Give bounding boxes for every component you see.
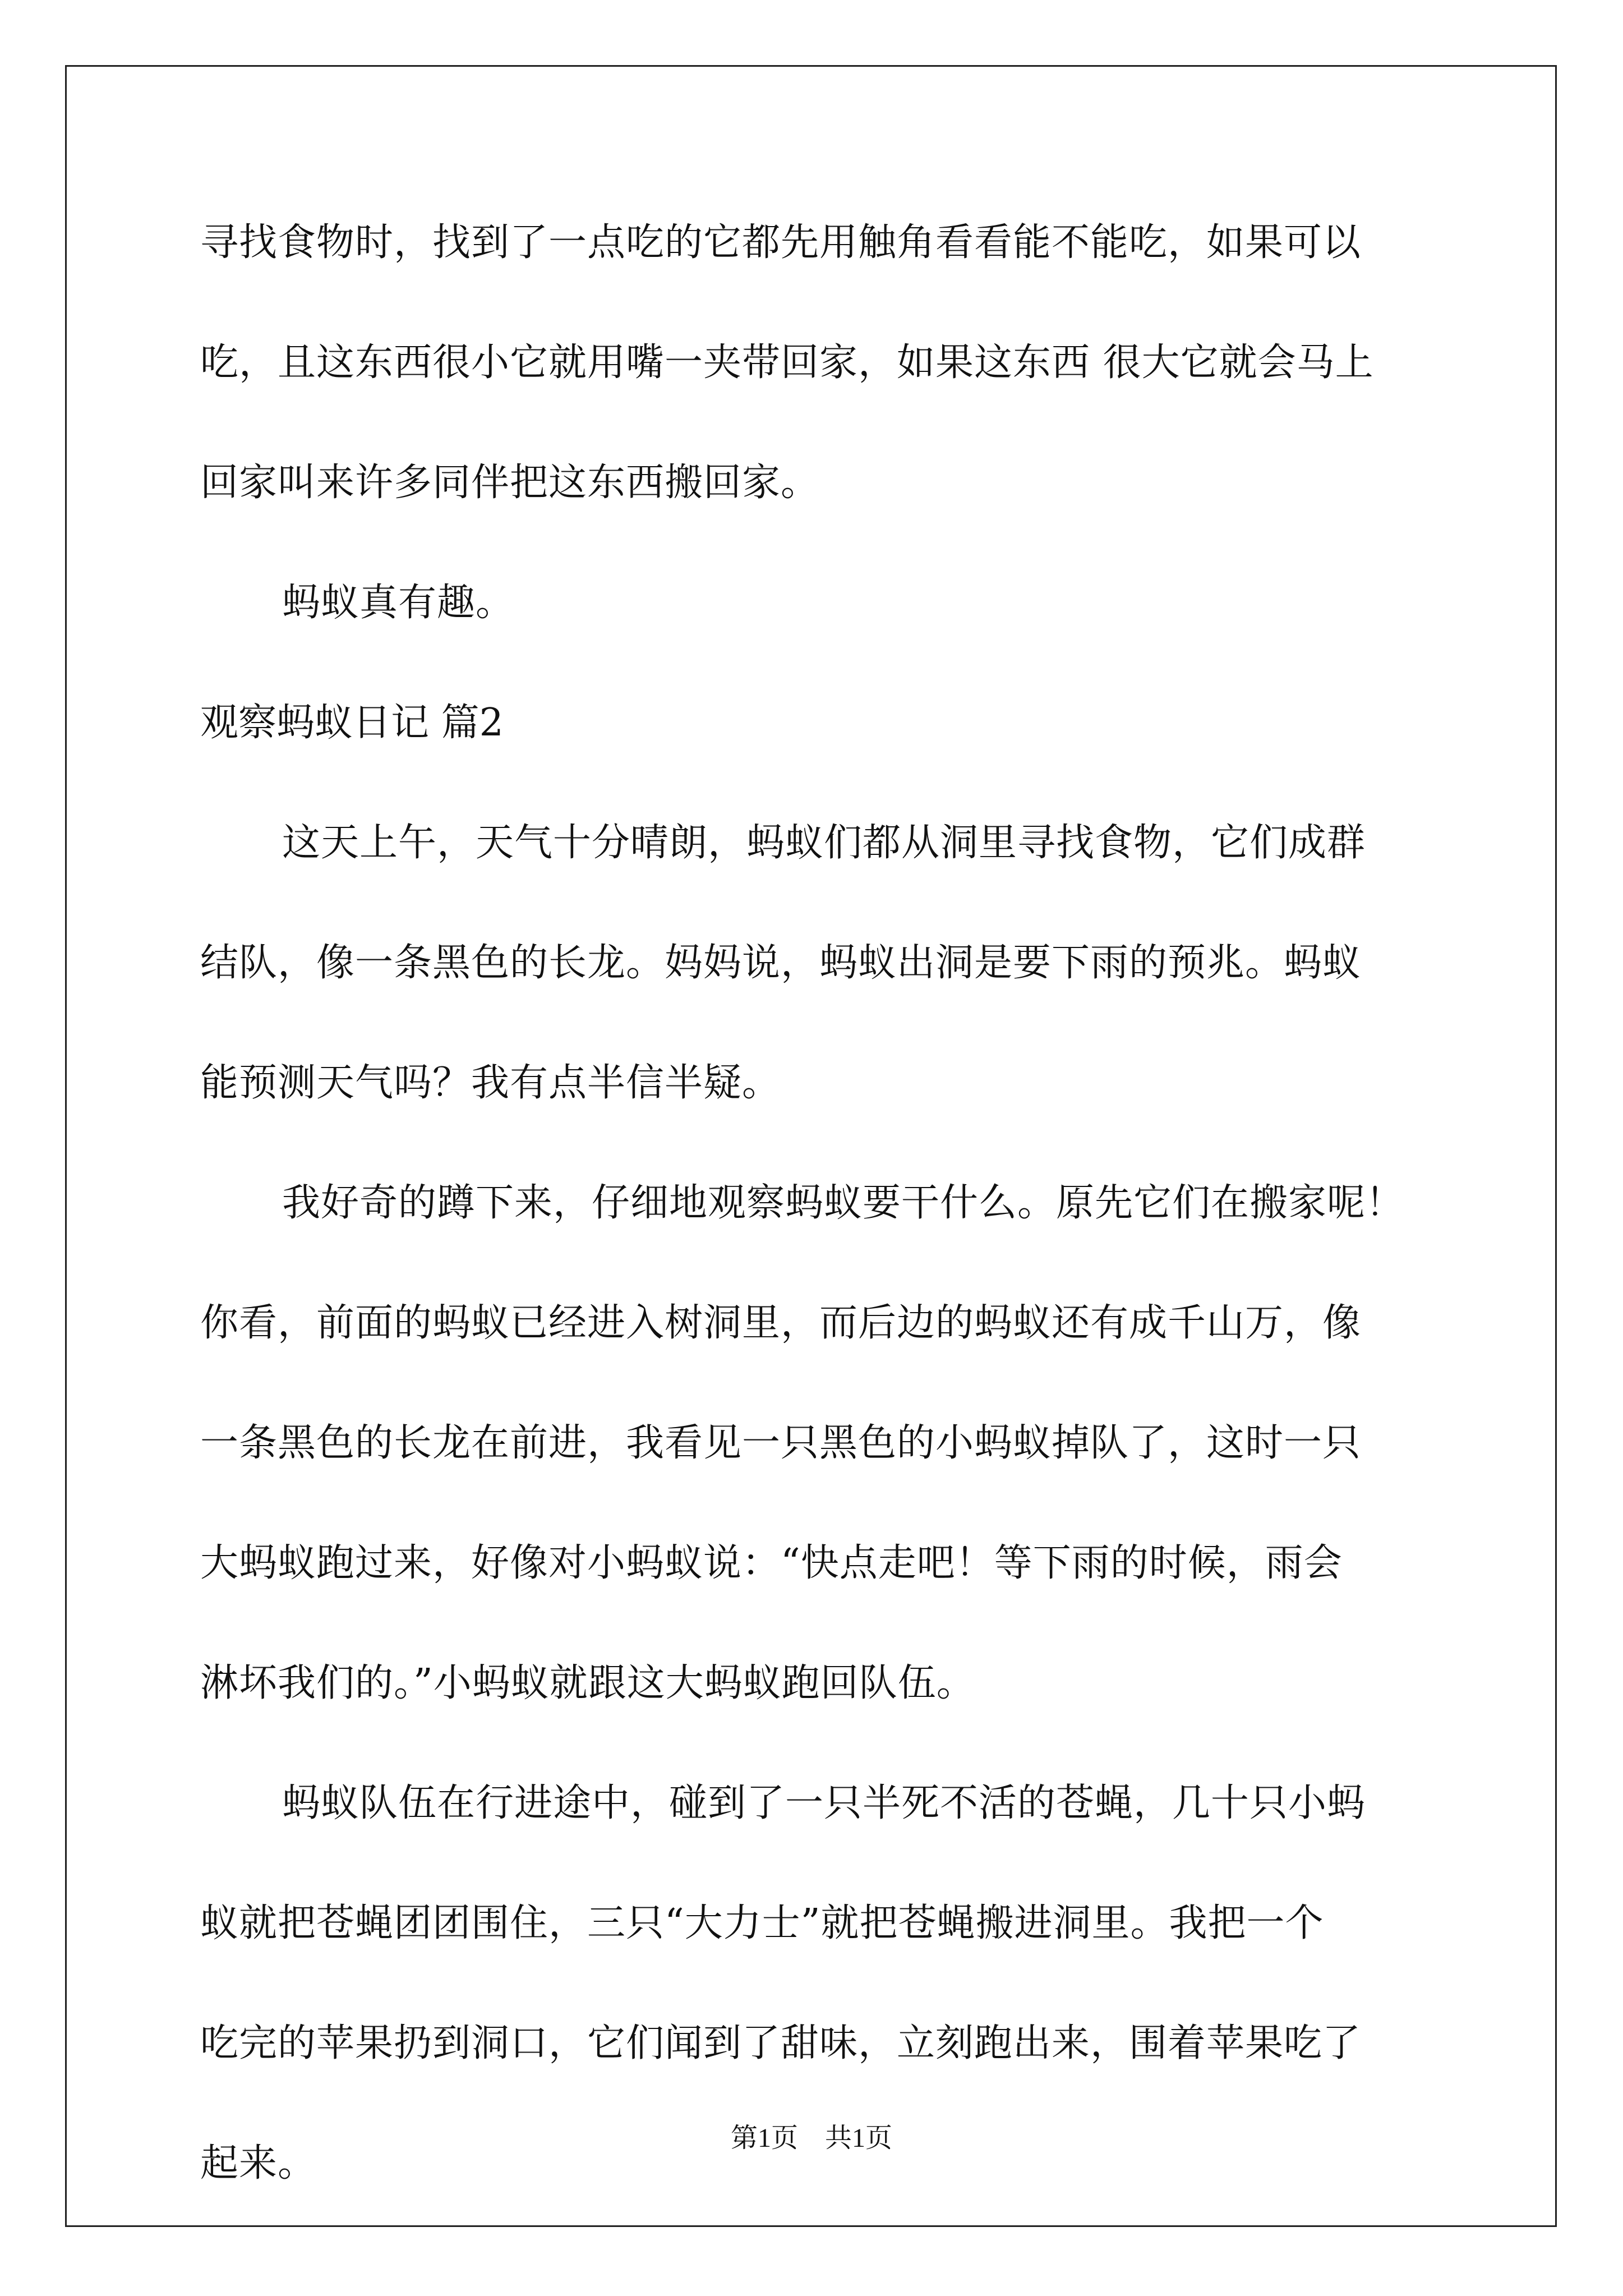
page-number-footer: 第1页 共1页: [730, 2123, 892, 2153]
text-line: 蚂蚁真有趣。: [282, 581, 515, 625]
text-line: 起来。: [200, 2141, 317, 2185]
text-line: 能预测天气吗？我有点半信半疑。: [200, 1061, 781, 1105]
paragraph-4: [200, 1176, 1428, 1710]
text-line: 蚁就把苍蝇团团围住，三只“大力士”就把苍蝇搬进洞里。我把一个: [200, 1901, 1324, 1945]
text-line: 大蚂蚁跑过来，好像对小蚂蚁说：“快点走吧！等下雨的时候，雨会: [200, 1541, 1343, 1585]
text-line: 回家叫来许多同伴把这东西搬回家。: [200, 461, 820, 505]
paragraph-1: [200, 216, 1428, 510]
text-line: 蚂蚁队伍在行进途中，碰到了一只半死不活的苍蝇，几十只小蚂: [282, 1781, 1366, 1825]
text-line: 寻找食物时，找到了一点吃的它都先用触角看看能不能吃，如果可以: [200, 220, 1362, 265]
text-line: 结队，像一条黑色的长龙。妈妈说，蚂蚁出洞是要下雨的预兆。蚂蚁: [200, 941, 1362, 985]
paragraph-3: [200, 816, 1428, 1110]
text-line: 淋坏我们的。”小蚂蚁就跟这大蚂蚁跑回队伍。: [200, 1661, 975, 1705]
text-line: 一条黑色的长龙在前进，我看见一只黑色的小蚂蚁掉队了，这时一只: [200, 1421, 1362, 1465]
text-line: 我好奇的蹲下来，仔细地观察蚂蚁要干什么。原先它们在搬家呢！: [282, 1181, 1405, 1225]
text-line: 你看，前面的蚂蚁已经进入树洞里，而后边的蚂蚁还有成千山万，像: [200, 1301, 1362, 1345]
document-body: [200, 216, 1428, 2191]
section-heading: 观察蚂蚁日记 篇2: [200, 701, 504, 745]
paragraph-2: [200, 576, 1428, 630]
text-line: 吃，且这东西很小它就用嘴一夹带回家，如果这东西 很大它就会马上: [200, 341, 1374, 385]
text-line: 这天上午，天气十分晴朗，蚂蚁们都从洞里寻找食物，它们成群: [282, 821, 1366, 865]
text-line: 吃完的苹果扔到洞口，它们闻到了甜味，立刻跑出来，围着苹果吃了: [200, 2021, 1362, 2065]
